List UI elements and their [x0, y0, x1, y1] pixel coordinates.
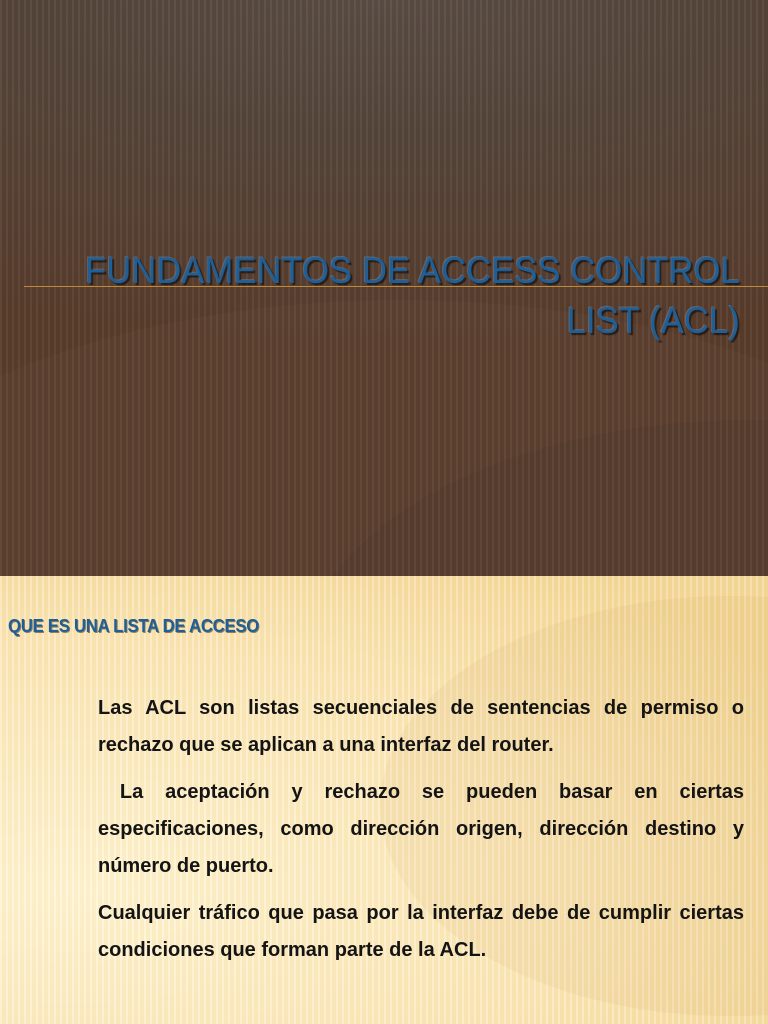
- background-arc: [300, 420, 768, 576]
- body-text: [98, 690, 750, 979]
- section-heading: QUE ES UNA LISTA DE ACCESO: [8, 616, 260, 636]
- paragraph-acl-criteria: La aceptación y rechazo se pueden basar en ciertas especificaciones, como dirección origen, dirección destino y número de puerto.: [98, 781, 750, 877]
- paragraph-acl-definition: Las ACL son listas secuenciales de sentencias de permiso o rechazo que se aplican a una interfaz del router.: [98, 697, 750, 756]
- slide-title: [70, 246, 740, 346]
- content-slide: [0, 576, 768, 1024]
- paragraph-acl-traffic: Cualquier tráfico que pasa por la interfaz debe de cumplir ciertas condiciones que forman parte de la ACL.: [98, 902, 750, 961]
- slide-title-line-2: LIST (ACL): [566, 300, 740, 341]
- slide-title-line-1: FUNDAMENTOS DE ACCESS CONTROL: [85, 250, 741, 291]
